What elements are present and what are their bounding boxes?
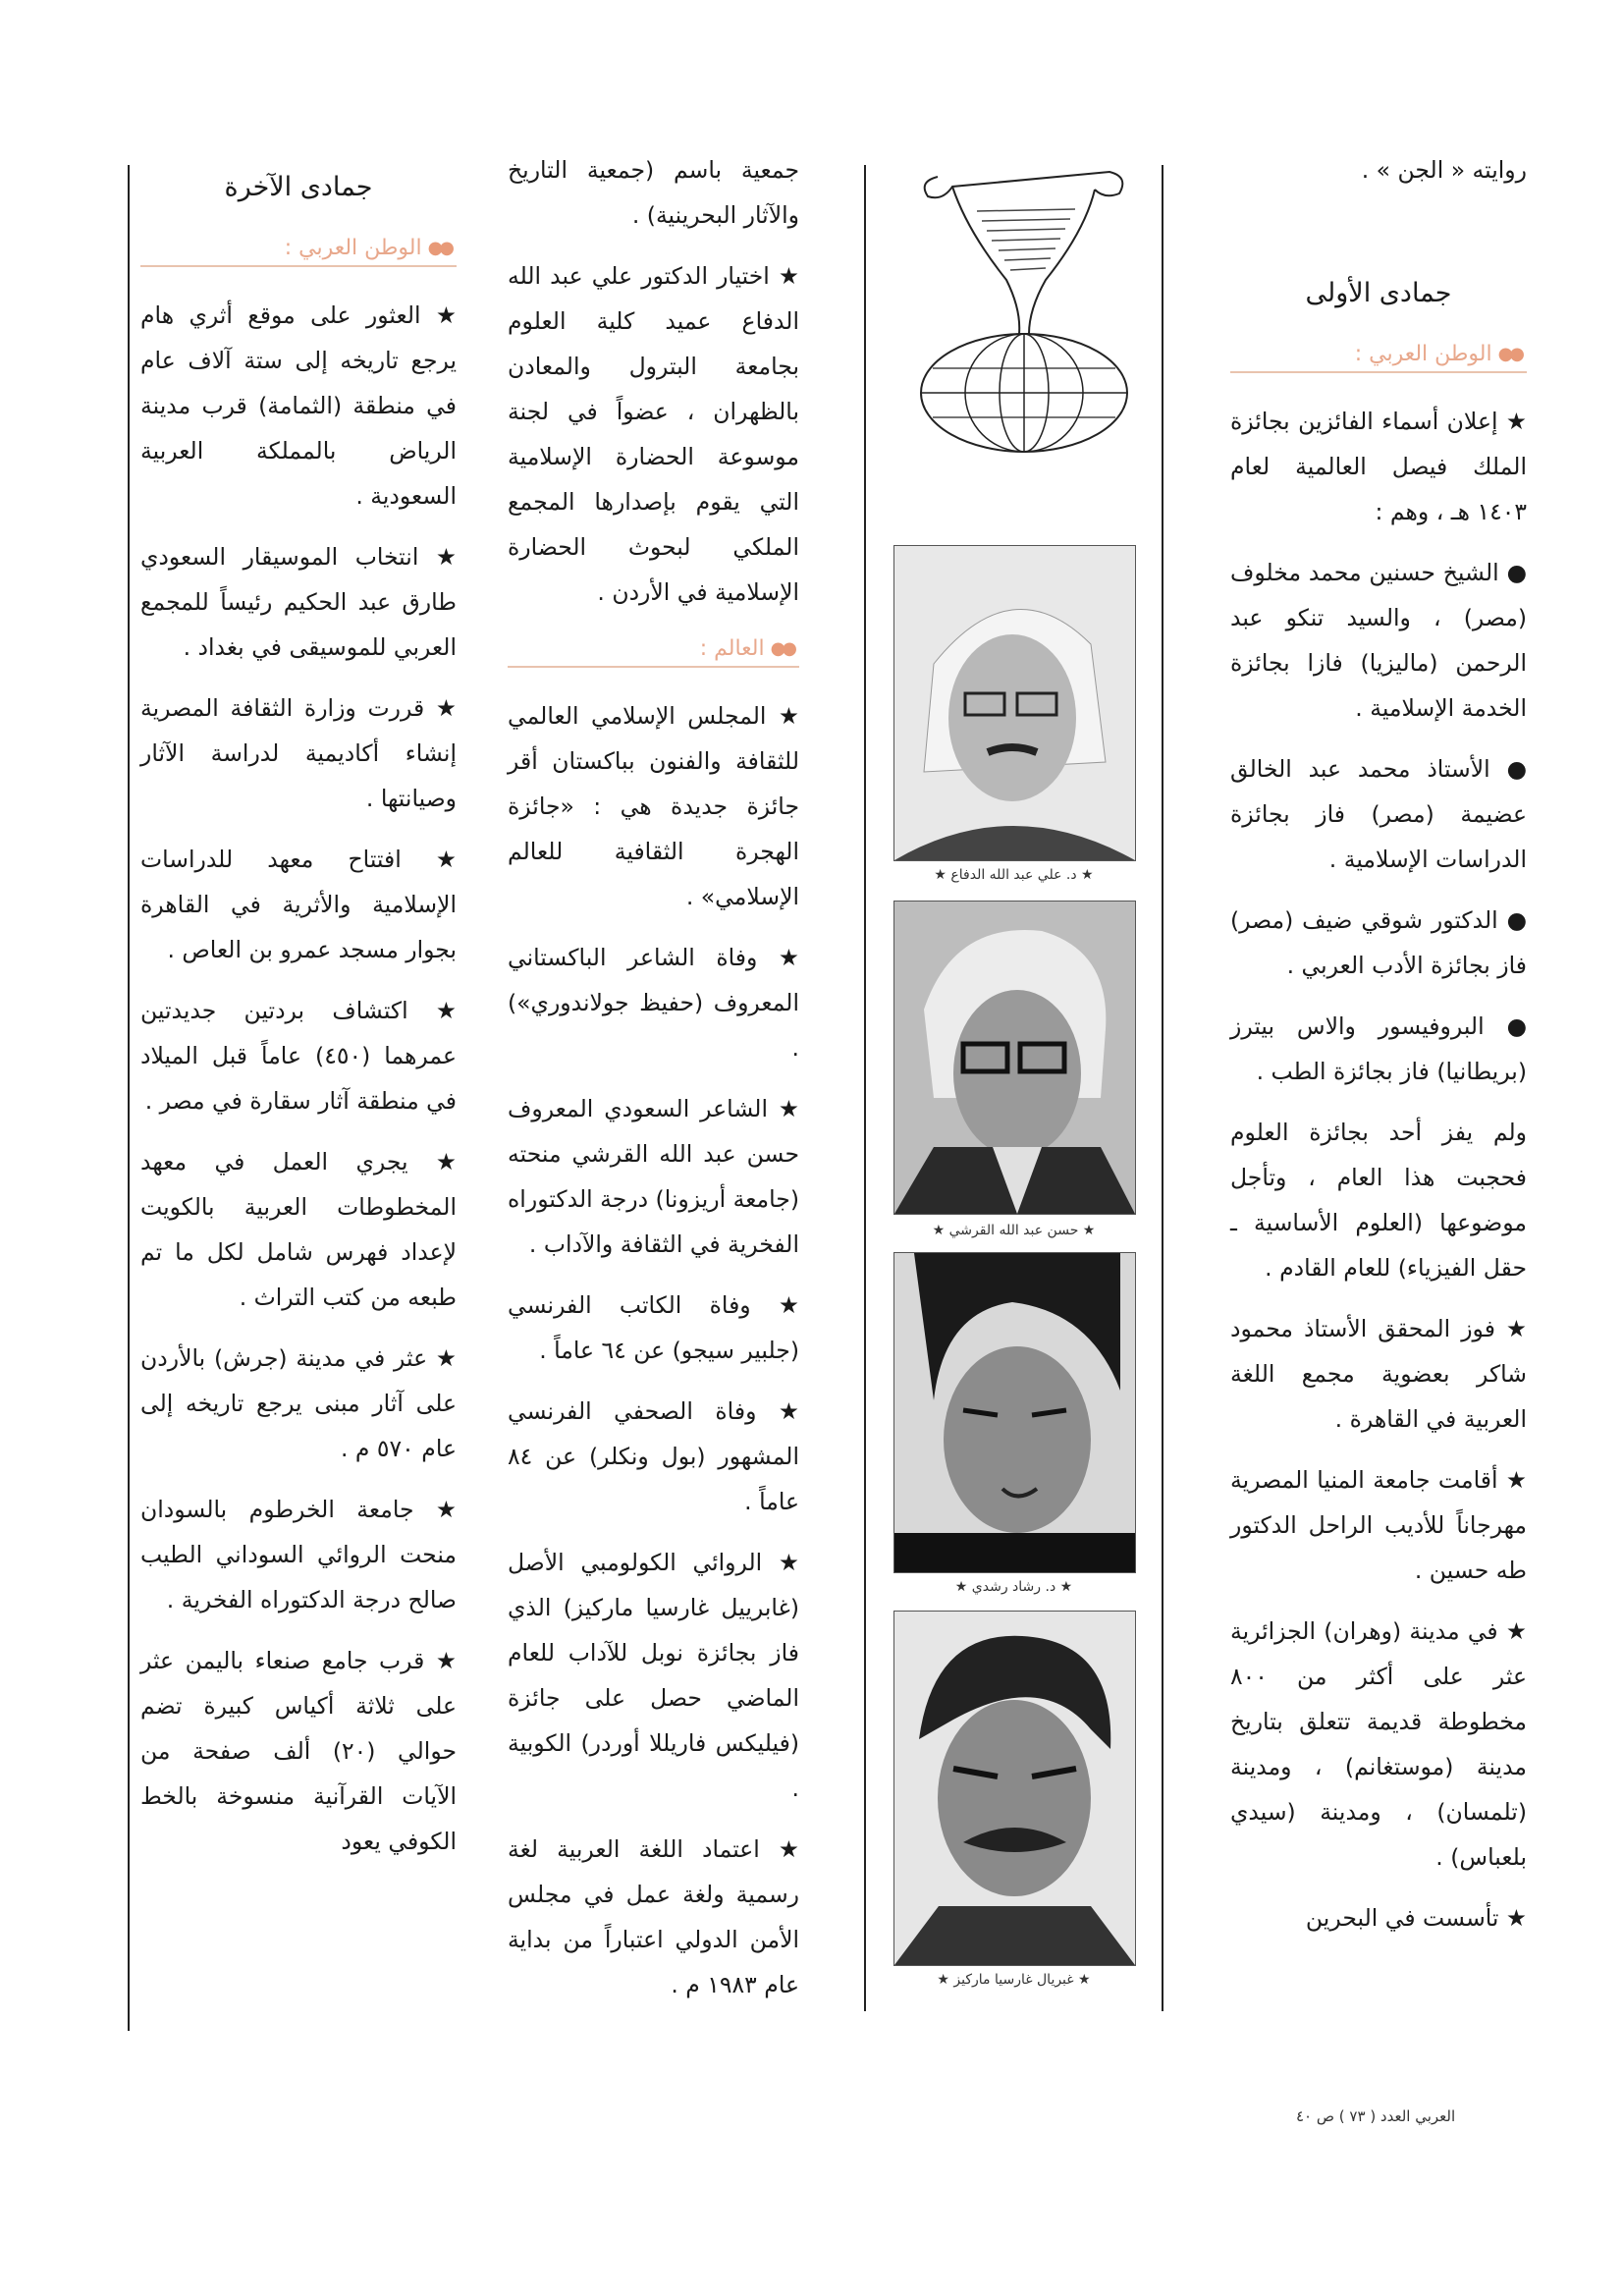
scroll-globe-logo-icon <box>908 152 1139 457</box>
news-item: ★ وفاة الشاعر الباكستاني المعروف (حفيظ جولاندوري») . <box>508 944 799 1062</box>
column-middle <box>508 147 799 2023</box>
portrait-photo <box>893 1611 1136 1966</box>
news-item: ★ أقامت جامعة المنيا المصرية مهرجاناً للأديب الراحل الدكتور طه حسين . <box>1230 1466 1527 1584</box>
page-footer: العربي العدد ( ٧٣ ) ص ٤٠ <box>1296 2107 1456 2125</box>
portrait-photo <box>893 545 1136 861</box>
portrait-photo <box>893 1252 1136 1573</box>
photo-caption: ★ حسن عبد الله القرشي ★ <box>932 1223 1096 1238</box>
dots-icon: ●● <box>1497 344 1521 364</box>
continued-line: روايته « الجن » . <box>1361 156 1527 184</box>
news-item: ولم يفز أحد بجائزة العلوم فحجبت هذا العام ، وتأجل موضوعها (العلوم الأساسية ـ حقل الفيزياء) للعام القادم . <box>1230 1119 1527 1282</box>
news-item: ★ الشاعر السعودي المعروف حسن عبد الله القرشي منحته (جامعة أريزونا) درجة الدكتوراه الفخرية في الثقافة والآداب . <box>508 1095 799 1258</box>
section-header: ●● الوطن العربي : <box>140 232 457 267</box>
dots-icon: ●● <box>770 638 793 659</box>
photo-caption: ★ د. رشاد رشدي ★ <box>954 1579 1073 1595</box>
news-item: ★ اعتماد اللغة العربية لغة رسمية ولغة عمل في مجلس الأمن الدولي اعتباراً من بداية عام ١٩٨٣ م . <box>508 1835 799 1998</box>
news-item: ★ يجري العمل في معهد المخطوطات العربية بالكويت لإعداد فهرس شامل لكل ما تم طبعه من كتب التراث . <box>140 1148 457 1311</box>
news-item: ★ انتخاب الموسيقار السعودي طارق عبد الحكيم رئيساً للمجمع العربي للموسيقى في بغداد . <box>140 543 457 661</box>
photo-caption: ★ غبريال غارسيا ماركيز ★ <box>937 1972 1091 1988</box>
news-item: ★ فوز المحقق الأستاذ محمود شاكر بعضوية مجمع اللغة العربية في القاهرة . <box>1230 1315 1527 1433</box>
column-divider <box>864 165 866 2011</box>
news-item: ★ اختيار الدكتور علي عبد الله الدفاع عميد كلية العلوم بجامعة البترول والمعادن بالظهران ، عضواً في لجنة موسوعة الحضارة الإسلامية التي يقوم بإصدارها المجمع الملكي لبحوث الحضارة الإسلامية في الأردن . <box>508 262 799 606</box>
photo-caption: ★ د. علي عبد الله الدفاع ★ <box>934 867 1094 883</box>
news-item: ★ في مدينة (وهران) الجزائرية عثر على أكثر من ٨٠٠ مخطوطة قديمة تتعلق بتاريخ مدينة (موستغانم) ، ومدينة (تلمسان) ، ومدينة (سيدي بلعباس) . <box>1230 1617 1527 1871</box>
news-item: ★ وفاة الصحفي الفرنسي المشهور (بول ونكلر) عن ٨٤ عاماً . <box>508 1397 799 1515</box>
news-item: ● الشيخ حسنين محمد مخلوف (مصر) ، والسيد تنكو عبد الرحمن (ماليزيا) فازا بجائزة الخدمة الإسلامية . <box>1230 559 1527 722</box>
dots-icon: ●● <box>427 238 451 258</box>
section-header: ●● العالم : <box>508 632 799 668</box>
news-item: ★ اكتشاف بردتين جديدتين عمرهما (٤٥٠) عاماً قبل الميلاد في منطقة آثار سقارة في مصر . <box>140 997 457 1115</box>
news-item: ★ قررت وزارة الثقافة المصرية إنشاء أكاديمية لدراسة الآثار وصيانتها . <box>140 694 457 812</box>
news-item: ★ المجلس الإسلامي العالمي للثقافة والفنون بباكستان أقر جائزة جديدة هي : «جائزة الهجرة الثقافية للعالم الإسلامي» . <box>508 702 799 910</box>
news-item: ★ افتتاح معهد للدراسات الإسلامية والأثرية في القاهرة بجوار مسجد عمرو بن العاص . <box>140 846 457 963</box>
news-item: جمعية باسم (جمعية التاريخ والآثار البحرينية) . <box>508 156 799 229</box>
column-divider <box>128 165 130 2031</box>
news-item: ★ الروائي الكولومبي الأصل (غابرييل غارسيا ماركيز) الذي فاز بجائزة نوبل للآداب للعام الماضي حصل على جائزة (فيليكس فاريللا أوردر) الكوبية . <box>508 1549 799 1802</box>
news-item: ★ عثر في مدينة (جرش) بالأردن على آثار مبنى يرجع تاريخه إلى عام ٥٧٠ م . <box>140 1344 457 1462</box>
news-item: ★ تأسست في البحرين <box>1305 1904 1527 1932</box>
section-header: ●● الوطن العربي : <box>1230 338 1527 373</box>
news-item: ★ وفاة الكاتب الفرنسي (جلبير سيجو) عن ٦٤ عاماً . <box>508 1291 799 1364</box>
news-item: ● الدكتور شوقي ضيف (مصر) فاز بجائزة الأدب العربي . <box>1230 906 1527 979</box>
news-item: ● الأستاذ محمد عبد الخالق عضيمة (مصر) فاز بجائزة الدراسات الإسلامية . <box>1230 755 1527 873</box>
portrait-photo <box>893 901 1136 1215</box>
news-item: ● البروفيسور والاس بيترز (بريطانيا) فاز بجائزة الطب . <box>1230 1012 1527 1085</box>
news-item: ★ العثور على موقع أثري هام يرجع تاريخه إلى ستة آلاف عام في منطقة (الثمامة) قرب مدينة الرياض بالمملكة العربية السعودية . <box>140 301 457 510</box>
news-item: ★ قرب جامع صنعاء باليمن عثر على ثلاثة أكياس كبيرة تضم حوالي (٢٠) ألف صفحة من الآيات القرآنية منسوخة بالخط الكوفي يعود <box>140 1647 457 1855</box>
column-jumada-al-ula <box>1230 147 1527 1956</box>
column-jumada-al-akhira <box>140 147 457 1880</box>
month-heading: جمادى الأولى <box>1305 278 1452 308</box>
month-heading: جمادى الآخرة <box>224 172 373 202</box>
news-item: ★ جامعة الخرطوم بالسودان منحت الروائي السوداني الطيب صالح درجة الدكتوراه الفخرية . <box>140 1496 457 1613</box>
column-divider <box>1162 165 1163 2011</box>
news-item: ★ إعلان أسماء الفائزين بجائزة الملك فيصل العالمية لعام ١٤٠٣ هـ ، وهم : <box>1230 408 1527 525</box>
